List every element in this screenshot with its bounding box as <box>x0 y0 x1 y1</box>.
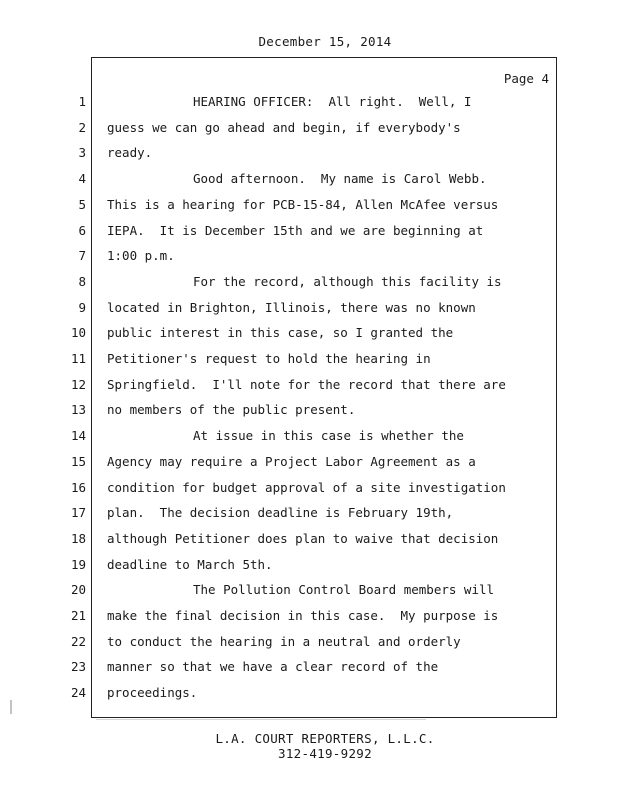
footer-phone: 312-419-9292 <box>278 746 372 761</box>
transcript-line: The Pollution Control Board members will <box>193 582 495 597</box>
scan-artifact <box>10 700 12 714</box>
transcript-line: no members of the public present. <box>107 402 356 417</box>
line-number: 23 <box>70 659 86 674</box>
header-date: December 15, 2014 <box>258 34 392 49</box>
transcript-line: plan. The decision deadline is February 19th, <box>107 505 454 520</box>
line-number: 2 <box>78 120 86 135</box>
transcript-line: although Petitioner does plan to waive that decision <box>107 531 499 546</box>
line-number: 24 <box>70 685 86 700</box>
line-number: 6 <box>78 223 86 238</box>
transcript-line: public interest in this case, so I granted the <box>107 325 454 340</box>
line-number: 15 <box>70 454 86 469</box>
transcript-line: Springfield. I'll note for the record that there are <box>107 377 506 392</box>
line-number: 1 <box>78 94 86 109</box>
line-number: 5 <box>78 197 86 212</box>
transcript-line: deadline to March 5th. <box>107 557 273 572</box>
transcript-line: to conduct the hearing in a neutral and orderly <box>107 634 461 649</box>
line-number: 11 <box>70 351 86 366</box>
transcript-line: At issue in this case is whether the <box>193 428 464 443</box>
line-number: 7 <box>78 248 86 263</box>
line-number: 4 <box>78 171 86 186</box>
line-number: 10 <box>70 325 86 340</box>
line-number: 19 <box>70 557 86 572</box>
page-number: Page 4 <box>503 71 549 86</box>
transcript-line: guess we can go ahead and begin, if everybody's <box>107 120 461 135</box>
line-number: 18 <box>70 531 86 546</box>
transcript-line: located in Brighton, Illinois, there was no known <box>107 300 476 315</box>
line-number: 22 <box>70 634 86 649</box>
transcript-line: Good afternoon. My name is Carol Webb. <box>193 171 487 186</box>
transcript-line: This is a hearing for PCB-15-84, Allen McAfee versus <box>107 197 499 212</box>
line-number: 14 <box>70 428 86 443</box>
transcript-line: IEPA. It is December 15th and we are beginning at <box>107 223 484 238</box>
line-number: 21 <box>70 608 86 623</box>
line-number: 3 <box>78 145 86 160</box>
transcript-line: proceedings. <box>107 685 198 700</box>
transcript-line: make the final decision in this case. My purpose is <box>107 608 499 623</box>
scan-artifact <box>96 719 426 720</box>
transcript-line: condition for budget approval of a site investigation <box>107 480 506 495</box>
transcript-line: Agency may require a Project Labor Agreement as a <box>107 454 476 469</box>
line-number: 16 <box>70 480 86 495</box>
transcript-line: manner so that we have a clear record of the <box>107 659 439 674</box>
line-number: 8 <box>78 274 86 289</box>
transcript-line: 1:00 p.m. <box>107 248 175 263</box>
line-number: 13 <box>70 402 86 417</box>
transcript-line: ready. <box>107 145 153 160</box>
line-number: 9 <box>78 300 86 315</box>
transcript-line: Petitioner's request to hold the hearing in <box>107 351 431 366</box>
line-number: 12 <box>70 377 86 392</box>
transcript-line: HEARING OFFICER: All right. Well, I <box>193 94 472 109</box>
transcript-line: For the record, although this facility is <box>193 274 502 289</box>
line-number: 17 <box>70 505 86 520</box>
footer-company: L.A. COURT REPORTERS, L.L.C. <box>215 731 435 746</box>
line-number: 20 <box>70 582 86 597</box>
